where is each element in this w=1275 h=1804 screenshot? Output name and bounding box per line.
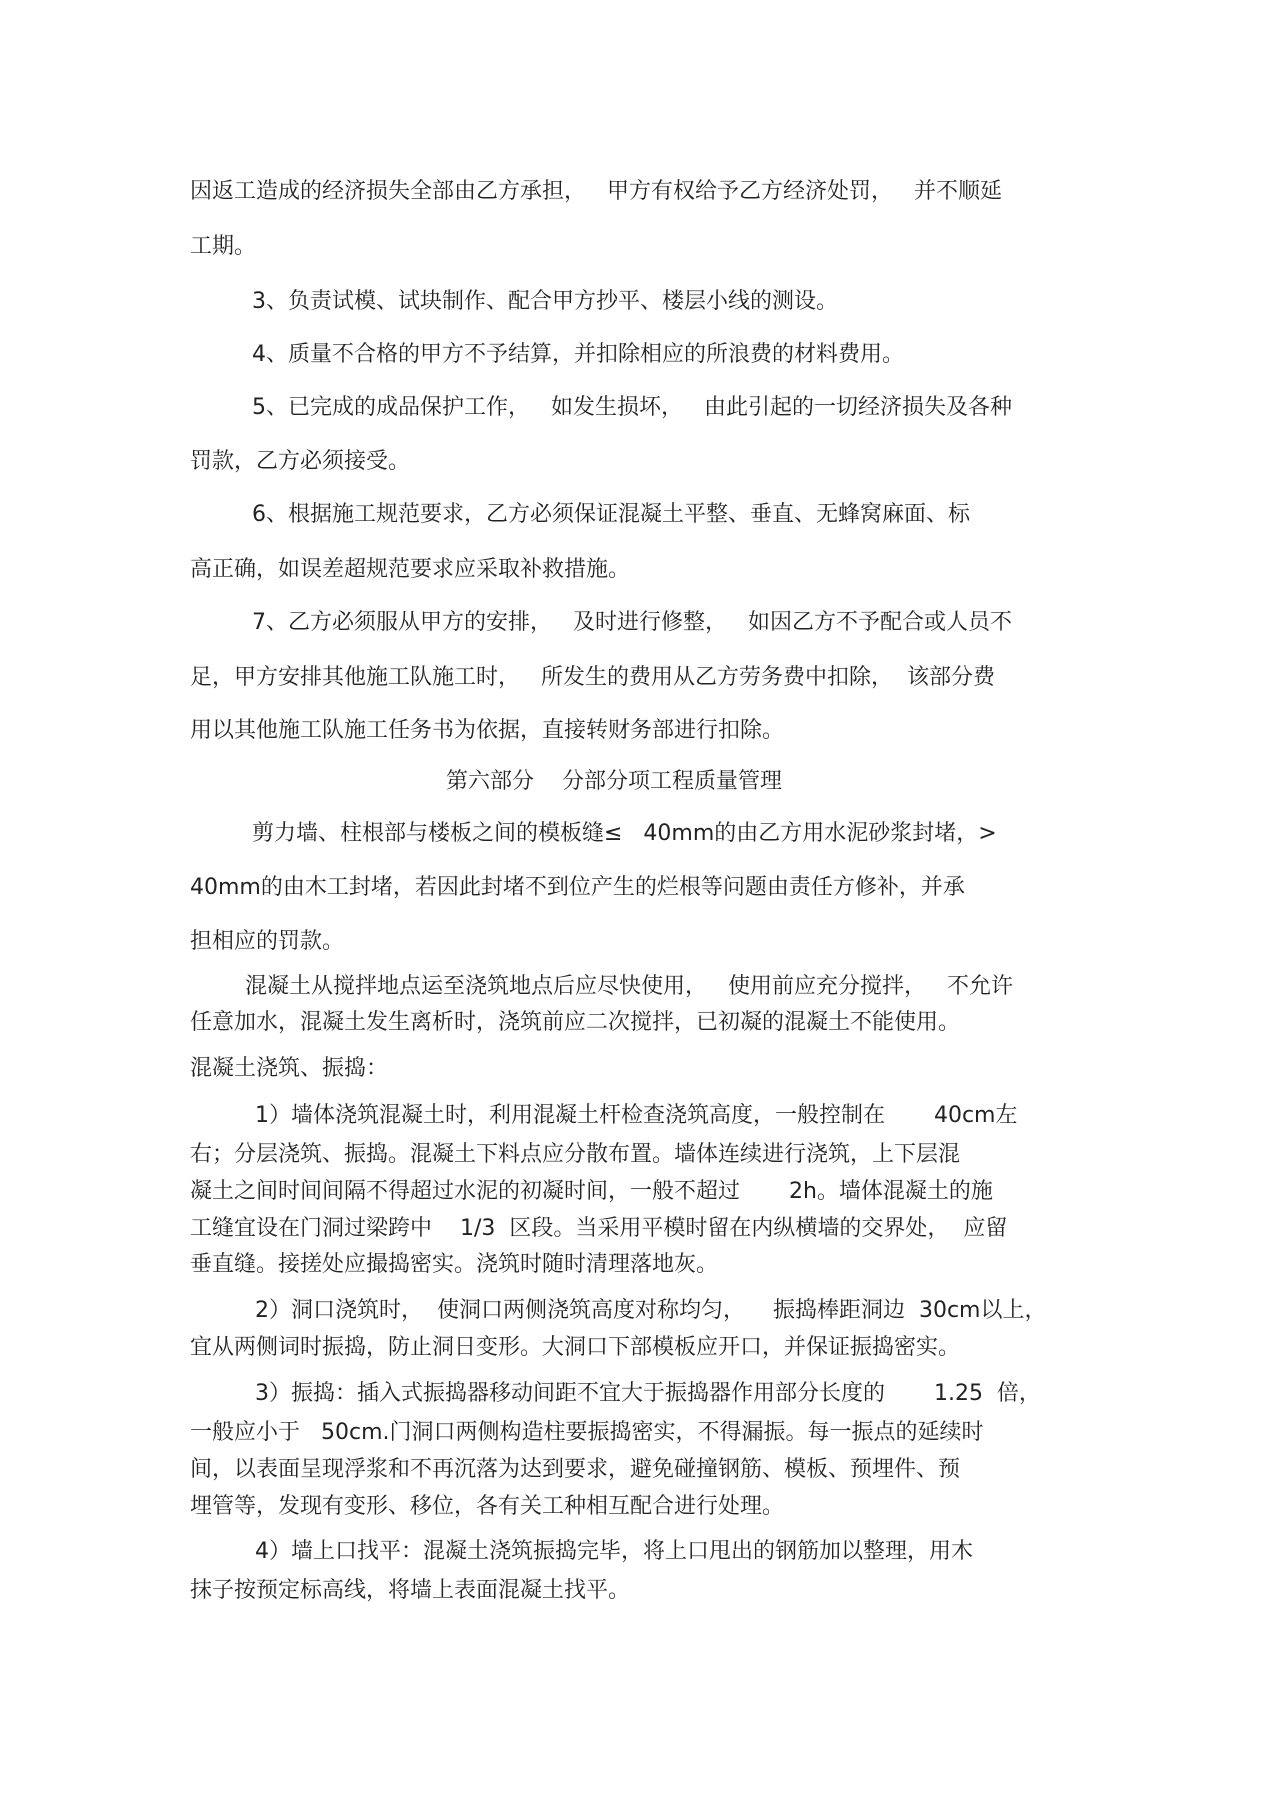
text-line: 1）墙体浇筑混凝土时，利用混凝土杆检查浇筑高度，一般控制在 40cm左 [255,1103,1018,1128]
text-line: 40mm的由木工封堵，若因此封堵不到位产生的烂根等问题由责任方修补，并承 [190,875,965,900]
text-line: 混凝土浇筑、振捣： [190,1056,389,1081]
text-line: 4、质量不合格的甲方不予结算，并扣除相应的所浪费的材料费用。 [252,342,904,367]
text-line: 罚款，乙方必须接受。 [190,449,411,474]
text-line: 2）洞口浇筑时， 使洞口两侧浇筑高度对称均匀， 振捣棒距洞边 30cm以上， [255,1298,1047,1323]
text-line: 垂直缝。接搓处应撮捣密实。浇筑时随时清理落地灰。 [190,1252,719,1277]
text-line: 工期。 [190,234,257,259]
text-line: 用以其他施工队施工任务书为依据，直接转财务部进行扣除。 [190,718,785,743]
section-heading: 第六部分 分部分项工程质量管理 [446,769,782,794]
text-line: 3）振捣：插入式振捣器移动间距不宜大于振捣器作用部分长度的 1.25 倍， [255,1381,1041,1406]
text-line: 宜从两侧词时振捣，防止洞日变形。大洞口下部模板应开口，并保证振捣密实。 [190,1335,961,1360]
text-line: 6、根据施工规范要求，乙方必须保证混凝土平整、垂直、无蜂窝麻面、标 [252,502,970,527]
text-line: 4）墙上口找平：混凝土浇筑振捣完毕，将上口甩出的钢筋加以整理，用木 [255,1539,973,1564]
text-line: 间，以表面呈现浮浆和不再沉落为达到要求，避免碰撞钢筋、模板、预埋件、预 [190,1457,961,1482]
text-line: 工缝宜设在门洞过梁跨中 1/3 区段。当采用平模时留在内纵横墙的交界处， 应留 [190,1216,1008,1241]
text-line: 担相应的罚款。 [190,929,345,954]
text-line: 5、已完成的成品保护工作， 如发生损坏， 由此引起的一切经济损失及各种 [252,395,1012,420]
text-line: 7、乙方必须服从甲方的安排， 及时进行修整， 如因乙方不予配合或人员不 [252,610,1012,635]
text-line: 右；分层浇筑、振捣。混凝土下料点应分散布置。墙体连续进行浇筑，上下层混 [190,1142,961,1167]
text-line: 埋管等，发现有变形、移位，各有关工种相互配合进行处理。 [190,1494,785,1519]
text-line: 混凝土从搅拌地点运至浇筑地点后应尽快使用， 使用前应充分搅拌， 不允许 [245,974,1013,999]
text-line: 3、负责试模、试块制作、配合甲方抄平、楼层小线的测设。 [252,289,838,314]
text-line: 剪力墙、柱根部与楼板之间的模板缝≤ 40mm的由乙方用水泥砂浆封堵，> [252,821,997,846]
text-line: 凝土之间时间间隔不得超过水泥的初凝时间，一般不超过 2h。墙体混凝土的施 [190,1179,993,1204]
text-line: 足，甲方安排其他施工队施工时， 所发生的费用从乙方劳务费中扣除， 该部分费 [190,665,995,690]
text-line: 高正确，如误差超规范要求应采取补救措施。 [190,557,631,582]
text-line: 任意加水，混凝土发生离析时，浇筑前应二次搅拌，已初凝的混凝土不能使用。 [190,1010,961,1035]
text-line: 一般应小于 50cm.门洞口两侧构造柱要振捣密实，不得漏振。每一振点的延续时 [190,1420,984,1445]
text-line: 抹子按预定标高线，将墙上表面混凝土找平。 [190,1578,631,1603]
text-line: 因返工造成的经济损失全部由乙方承担， 甲方有权给予乙方经济处罚， 并不顺延 [190,179,1002,204]
